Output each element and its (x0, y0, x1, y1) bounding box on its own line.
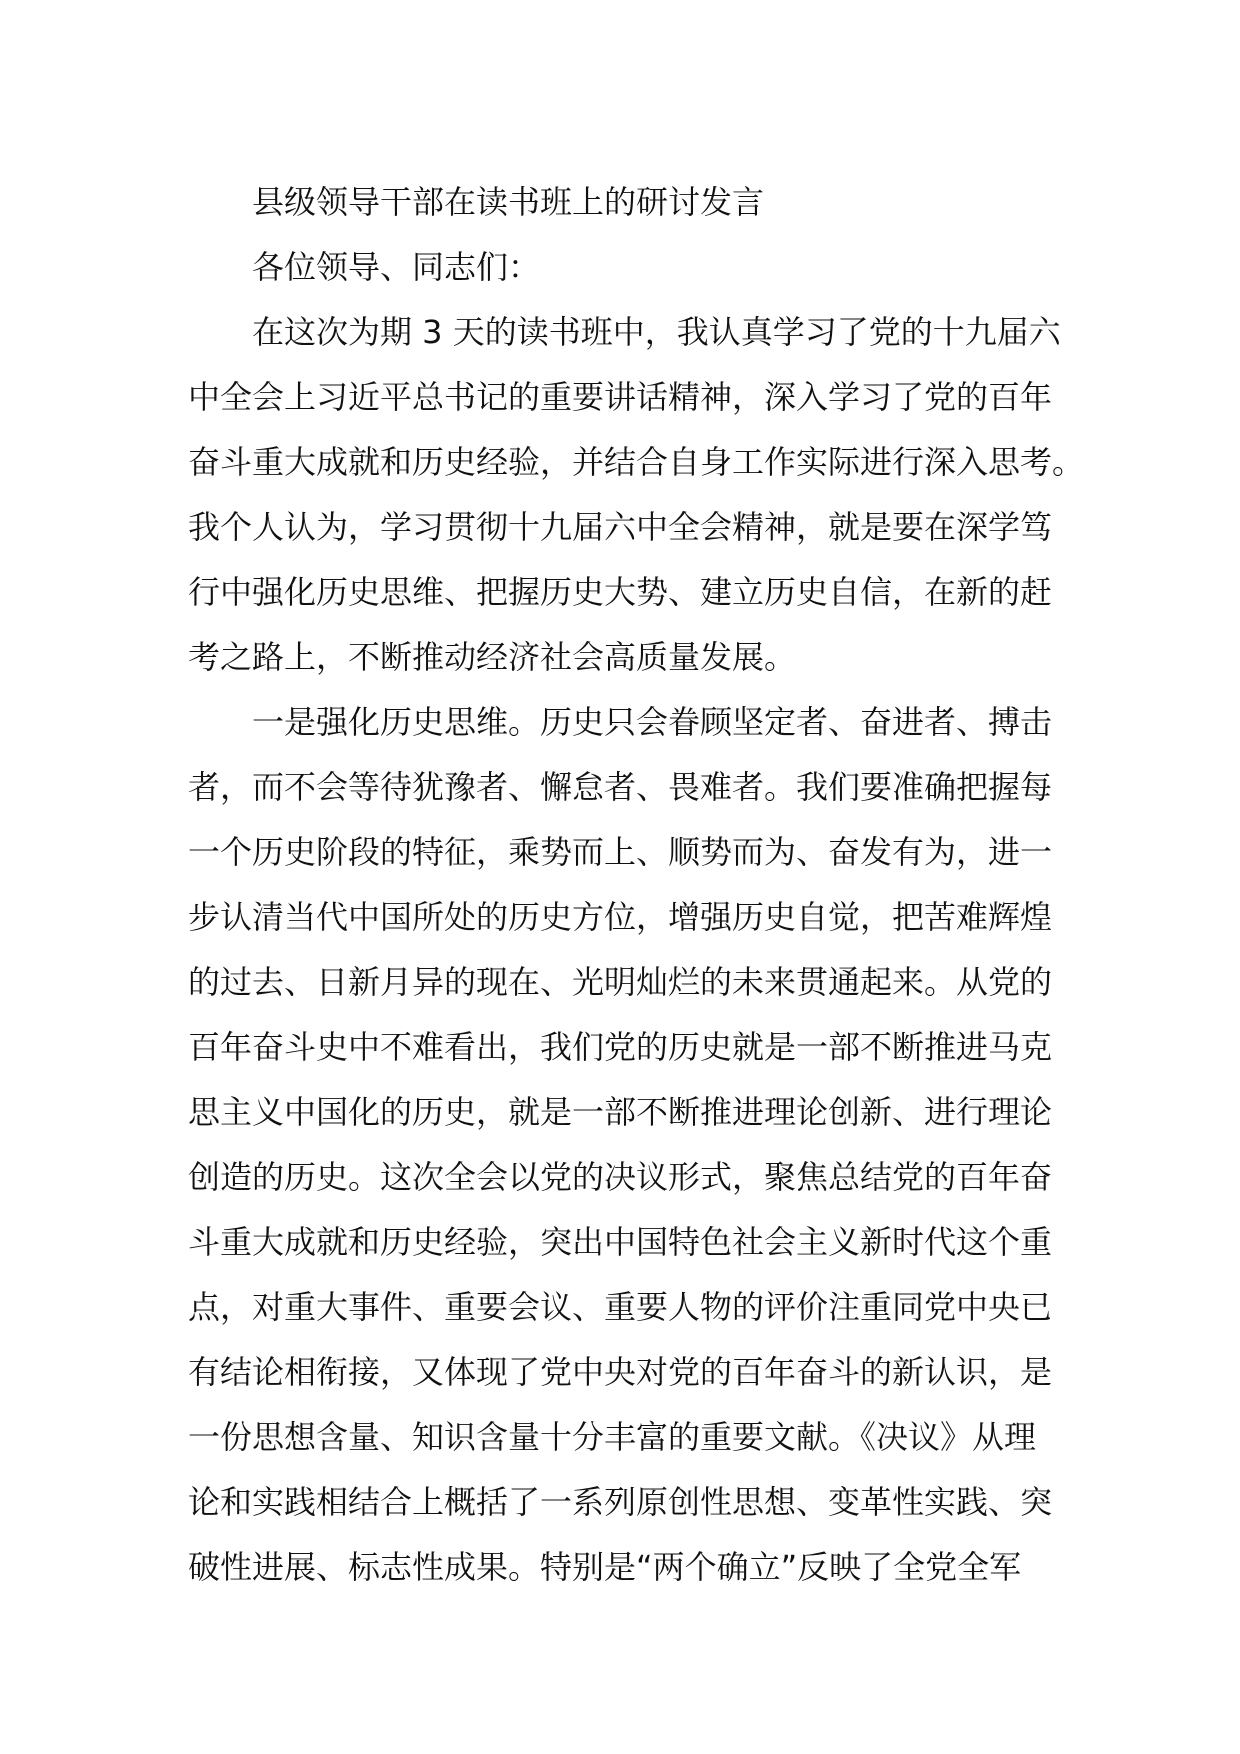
document-title: 县级领导干部在读书班上的研讨发言 (252, 183, 765, 221)
paragraph-line: 一份思想含量、知识含量十分丰富的重要文献。《决议》从理 (188, 1418, 1037, 1456)
document-body (188, 170, 1085, 1600)
paragraph-line: 一是强化历史思维。历史只会眷顾坚定者、奋进者、搏击 (252, 703, 1053, 741)
paragraph-line: 斗重大成就和历史经验，突出中国特色社会主义新时代这个重 (188, 1223, 1053, 1261)
paragraph-2 (188, 690, 1058, 1600)
paragraph-line: 论和实践相结合上概括了一系列原创性思想、变革性实践、突 (188, 1483, 1053, 1521)
paragraph-line: 步认清当代中国所处的历史方位，增强历史自觉，把苦难辉煌 (188, 898, 1053, 936)
paragraph-line: 我个人认为，学习贯彻十九届六中全会精神，就是要在深学笃 (188, 508, 1053, 546)
paragraph-line: 考之路上，不断推动经济社会高质量发展。 (188, 638, 797, 676)
paragraph-line: 中全会上习近平总书记的重要讲话精神，深入学习了党的百年 (188, 378, 1053, 416)
paragraph-line: 点，对重大事件、重要会议、重要人物的评价注重同党中央已 (188, 1288, 1053, 1326)
salutation: 各位领导、同志们： (252, 248, 541, 286)
paragraph-line: 一个历史阶段的特征，乘势而上、顺势而为、奋发有为，进一 (188, 833, 1053, 871)
paragraph-line: 在这次为期 3 天的读书班中，我认真学习了党的十九届六 (252, 313, 1061, 351)
paragraph-line: 破性进展、标志性成果。特别是“两个确立”反映了全党全军 (188, 1548, 1022, 1586)
paragraph-line: 行中强化历史思维、把握历史大势、建立历史自信，在新的赶 (188, 573, 1053, 611)
paragraph-line: 思主义中国化的历史，就是一部不断推进理论创新、进行理论 (188, 1093, 1053, 1131)
paragraph-1 (188, 300, 1085, 690)
paragraph-line: 奋斗重大成就和历史经验，并结合自身工作实际进行深入思考。 (188, 443, 1085, 481)
paragraph-line: 创造的历史。这次全会以党的决议形式，聚焦总结党的百年奋 (188, 1158, 1053, 1196)
paragraph-line: 者，而不会等待犹豫者、懈怠者、畏难者。我们要准确把握每 (188, 768, 1053, 806)
paragraph-line: 百年奋斗史中不难看出，我们党的历史就是一部不断推进马克 (188, 1028, 1053, 1066)
paragraph-line: 的过去、日新月异的现在、光明灿烂的未来贯通起来。从党的 (188, 963, 1053, 1001)
paragraph-line: 有结论相衔接，又体现了党中央对党的百年奋斗的新认识，是 (188, 1353, 1053, 1391)
